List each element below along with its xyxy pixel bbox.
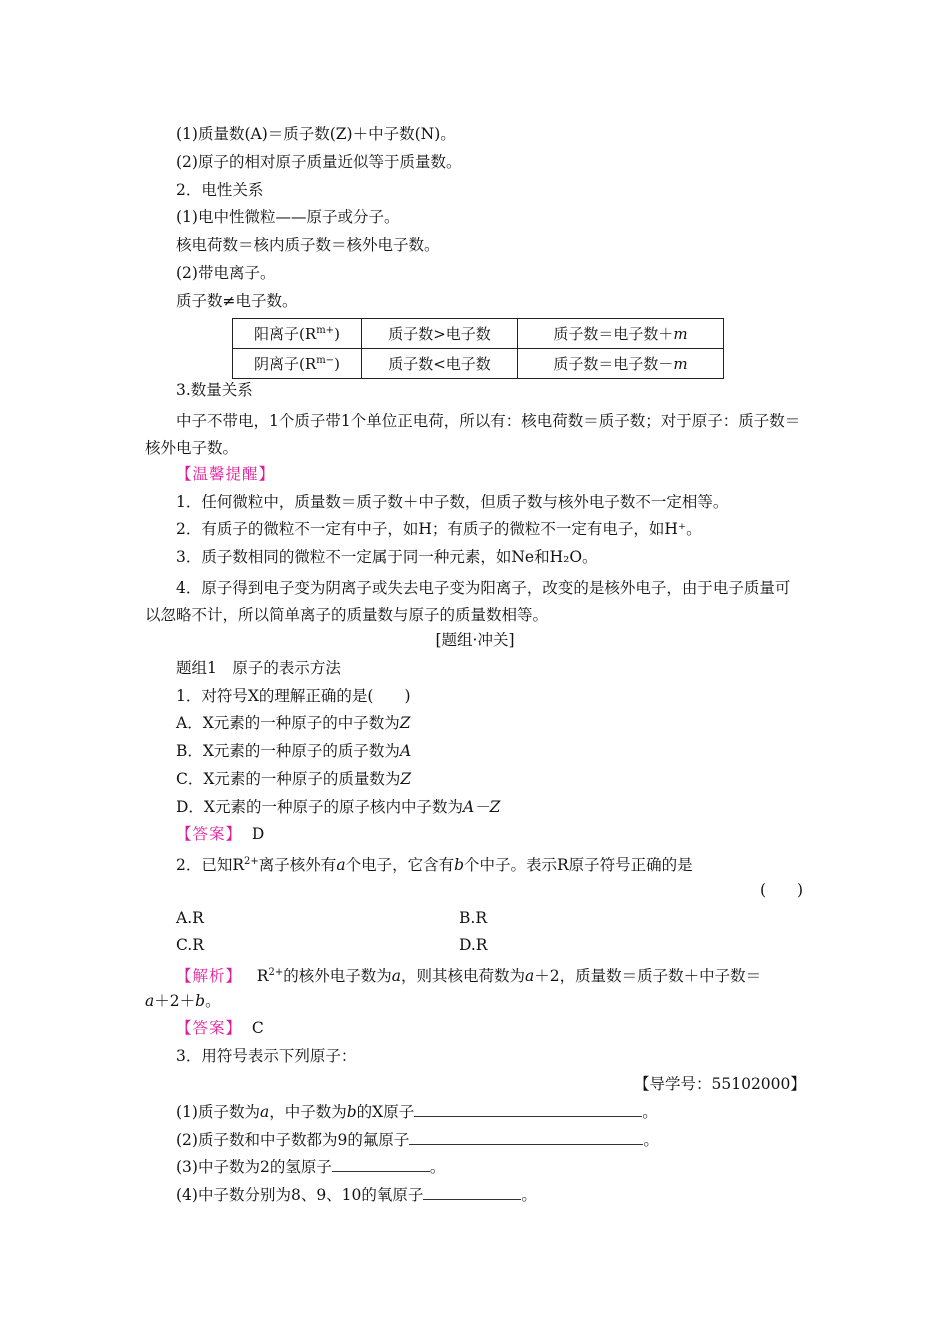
anion-equation: 质子数＝电子数－m	[518, 349, 724, 379]
q2-stem: 2．已知$R^{2+}$离子核外有a个电子，它含有b个中子。表示R原子符号正确的是	[176, 856, 693, 875]
anion-cell: 阴离子$(R^{m-})$	[233, 349, 362, 379]
q2-analysis-cont: a＋2＋b。	[145, 992, 221, 1010]
answer-tag: 【答案】	[176, 1019, 243, 1037]
tip-1: 1．任何微粒中，质量数＝质子数＋中子数，但质子数与核外电子数不一定相等。	[176, 493, 729, 511]
q1-option-a: A．X元素的一种原子的中子数为Z	[176, 714, 411, 732]
q2-option-c: C.R	[176, 936, 204, 954]
ion-table	[232, 318, 724, 379]
q3-item-4: (4)中子数分别为8、9、10的氧原子 。	[176, 1186, 537, 1204]
cation-equation: 质子数＝电子数＋m	[518, 319, 724, 349]
neutral-equation: 核电荷数＝核内质子数＝核外电子数。	[176, 236, 440, 254]
analysis-tag: 【解析】	[176, 967, 243, 986]
charged-equation: 质子数≠电子数。	[176, 292, 298, 310]
answer-blank[interactable]	[414, 1102, 642, 1117]
anion-compare: 质子数<电子数	[362, 349, 518, 379]
cation-compare: 质子数>电子数	[362, 319, 518, 349]
q1-option-c: C．X元素的一种原子的质量数为Z	[176, 770, 412, 788]
tip-2: 2．有质子的微粒不一定有中子，如H；有质子的微粒不一定有电子，如H⁺。	[176, 520, 702, 538]
table-row	[233, 319, 724, 349]
tip-tag: 【温馨提醒】	[176, 465, 276, 483]
neutral-particles: (1)电中性微粒——原子或分子。	[176, 208, 400, 226]
section-3-body: 中子不带电，1个质子带1个单位正电荷，所以有：核电荷数＝质子数；对于原子：质子数＝核外电子数。	[145, 412, 801, 457]
q1-option-b: B．X元素的一种原子的质子数为A	[176, 742, 412, 760]
q2-option-b: B.R	[459, 909, 487, 927]
answer-tag: 【答案】	[176, 825, 243, 843]
q1-answer: 【答案】 D	[176, 825, 265, 843]
cation-cell: 阳离子$(R^{m+})$	[233, 319, 362, 349]
relation-2: (2)原子的相对原子质量近似等于质量数。	[176, 153, 462, 171]
relation-1: (1)质量数(A)＝质子数(Z)＋中子数(N)。	[176, 125, 456, 143]
answer-blank[interactable]	[409, 1130, 643, 1145]
section-2-title: 2．电性关系	[176, 181, 264, 199]
q2-paren: ( )	[760, 881, 804, 899]
group-header: [题组·冲关]	[435, 631, 515, 649]
charged-ions: (2)带电离子。	[176, 264, 276, 282]
answer-blank[interactable]	[423, 1185, 521, 1200]
section-3-title: 3.数量关系	[176, 381, 253, 399]
q3-item-2: (2)质子数和中子数都为9的氟原子 。	[176, 1131, 659, 1149]
q3-stem: 3．用符号表示下列原子：	[176, 1047, 357, 1065]
q3-item-1: (1)质子数为a，中子数为b的X原子 。	[176, 1103, 658, 1121]
q2-answer: 【答案】 C	[176, 1019, 264, 1037]
q1-option-d: D．X元素的一种原子的原子核内中子数为A－Z	[176, 798, 501, 816]
group-1-title: 题组1 原子的表示方法	[176, 659, 341, 677]
guide-number: 【导学号：55102000】	[634, 1075, 806, 1093]
answer-blank[interactable]	[332, 1157, 430, 1172]
q2-option-a: A.R	[176, 909, 204, 927]
q2-analysis: 【解析】 $R^{2+}$的核外电子数为a，则其核电荷数为a＋2，质量数＝质子数＋中子数＝	[176, 967, 762, 986]
tip-3: 3．质子数相同的微粒不一定属于同一种元素，如Ne和H₂O。	[176, 548, 598, 566]
q1-stem: 1．对符号X的理解正确的是( )	[176, 687, 411, 705]
table-row	[233, 349, 724, 379]
q2-option-d: D.R	[459, 936, 488, 954]
tip-4: 4．原子得到电子变为阴离子或失去电子变为阳离子，改变的是核外电子，由于电子质量可以忽略不计，所以简单离子的质量数与原子的质量数相等。	[145, 579, 791, 624]
q3-item-3: (3)中子数为2的氢原子 。	[176, 1158, 446, 1176]
